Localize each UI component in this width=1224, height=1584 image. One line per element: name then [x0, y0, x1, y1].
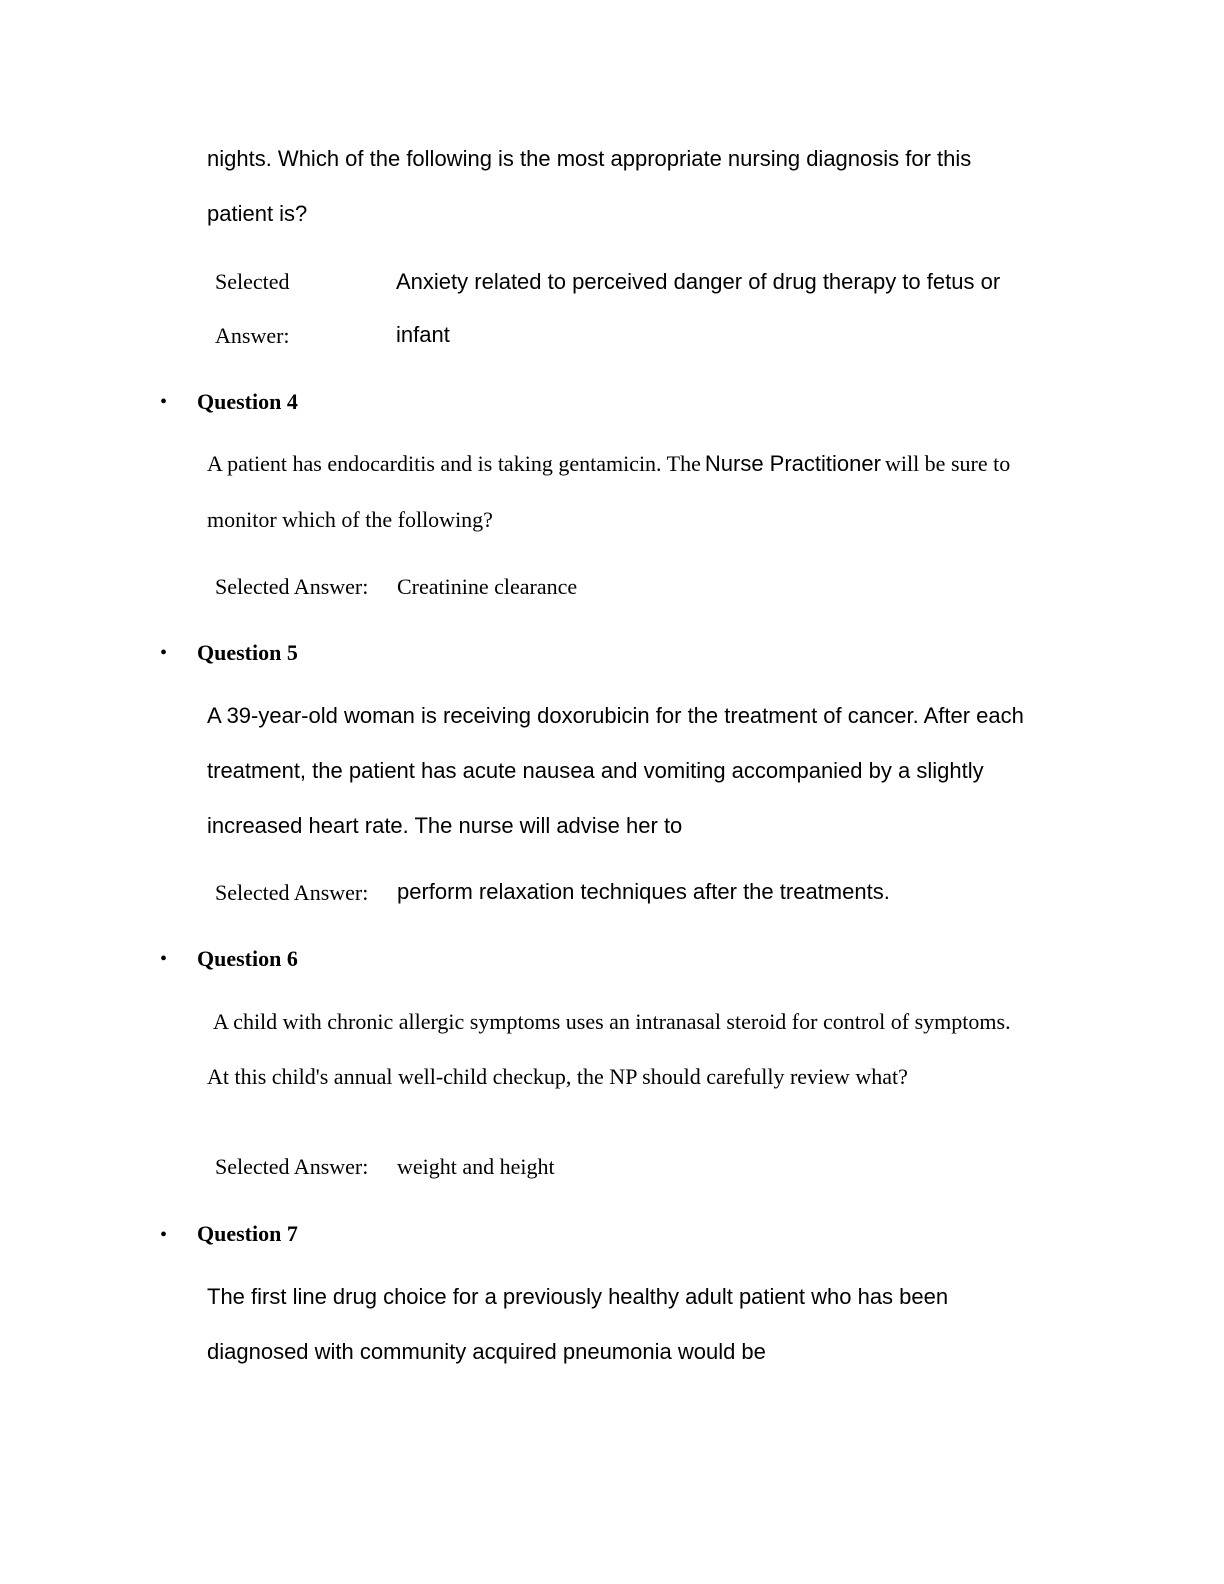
selected-answer-line-2: infant — [396, 322, 450, 347]
question-5-selected-label: Selected Answer: — [215, 880, 369, 905]
question-4-selected-answer: Creatinine clearance — [397, 574, 578, 599]
question-7-title: Question 7 — [197, 1221, 298, 1246]
selected-answer-line-1: Anxiety related to perceived danger of drug therapy to fetus or — [396, 269, 1001, 294]
question-7-text-line-2: diagnosed with community acquired pneumonia would be — [207, 1339, 766, 1364]
question-3-text-line-2: patient is? — [207, 201, 308, 226]
selected-answer-label-part-1: Selected — [215, 269, 290, 294]
question-4-text-part-3: will be sure to — [884, 451, 1011, 476]
question-4-title: Question 4 — [197, 389, 298, 414]
question-6-title: Question 6 — [197, 946, 298, 971]
question-4-text-part-1: A patient has endocarditis and is taking gentamicin. The — [207, 451, 701, 476]
question-5-selected-answer: perform relaxation techniques after the treatments. — [397, 879, 890, 904]
question-5-title: Question 5 — [197, 640, 298, 665]
question-5-text-line-2: treatment, the patient has acute nausea and vomiting accompanied by a slightly — [207, 758, 984, 783]
question-3-text-line-1: nights. Which of the following is the most appropriate nursing diagnosis for this — [207, 146, 972, 171]
question-5-text-line-1: A 39-year-old woman is receiving doxorubicin for the treatment of cancer. After each — [207, 703, 1024, 728]
bullet-icon: • — [160, 1224, 168, 1246]
question-6-text-line-1: A child with chronic allergic symptoms uses an intranasal steroid for control of symptoms. — [213, 1009, 1011, 1034]
bullet-icon: • — [160, 948, 168, 970]
question-4-text-line-2: monitor which of the following? — [207, 507, 493, 532]
bullet-icon: • — [160, 391, 168, 413]
question-5-text-line-3: increased heart rate. The nurse will advise her to — [207, 813, 683, 838]
question-6-text-line-2: At this child's annual well-child checkup, the NP should carefully review what? — [207, 1064, 908, 1089]
question-4-text-part-2: Nurse Practitioner — [704, 451, 881, 476]
bullet-icon: • — [160, 642, 168, 664]
question-6-selected-answer: weight and height — [397, 1154, 555, 1179]
selected-answer-label-part-2: Answer: — [215, 323, 290, 348]
question-7-text-line-1: The first line drug choice for a previously healthy adult patient who has been — [207, 1284, 949, 1309]
question-4-text-line-1 — [207, 451, 1010, 477]
question-6-selected-label: Selected Answer: — [215, 1154, 369, 1179]
question-4-selected-label: Selected Answer: — [215, 574, 369, 599]
